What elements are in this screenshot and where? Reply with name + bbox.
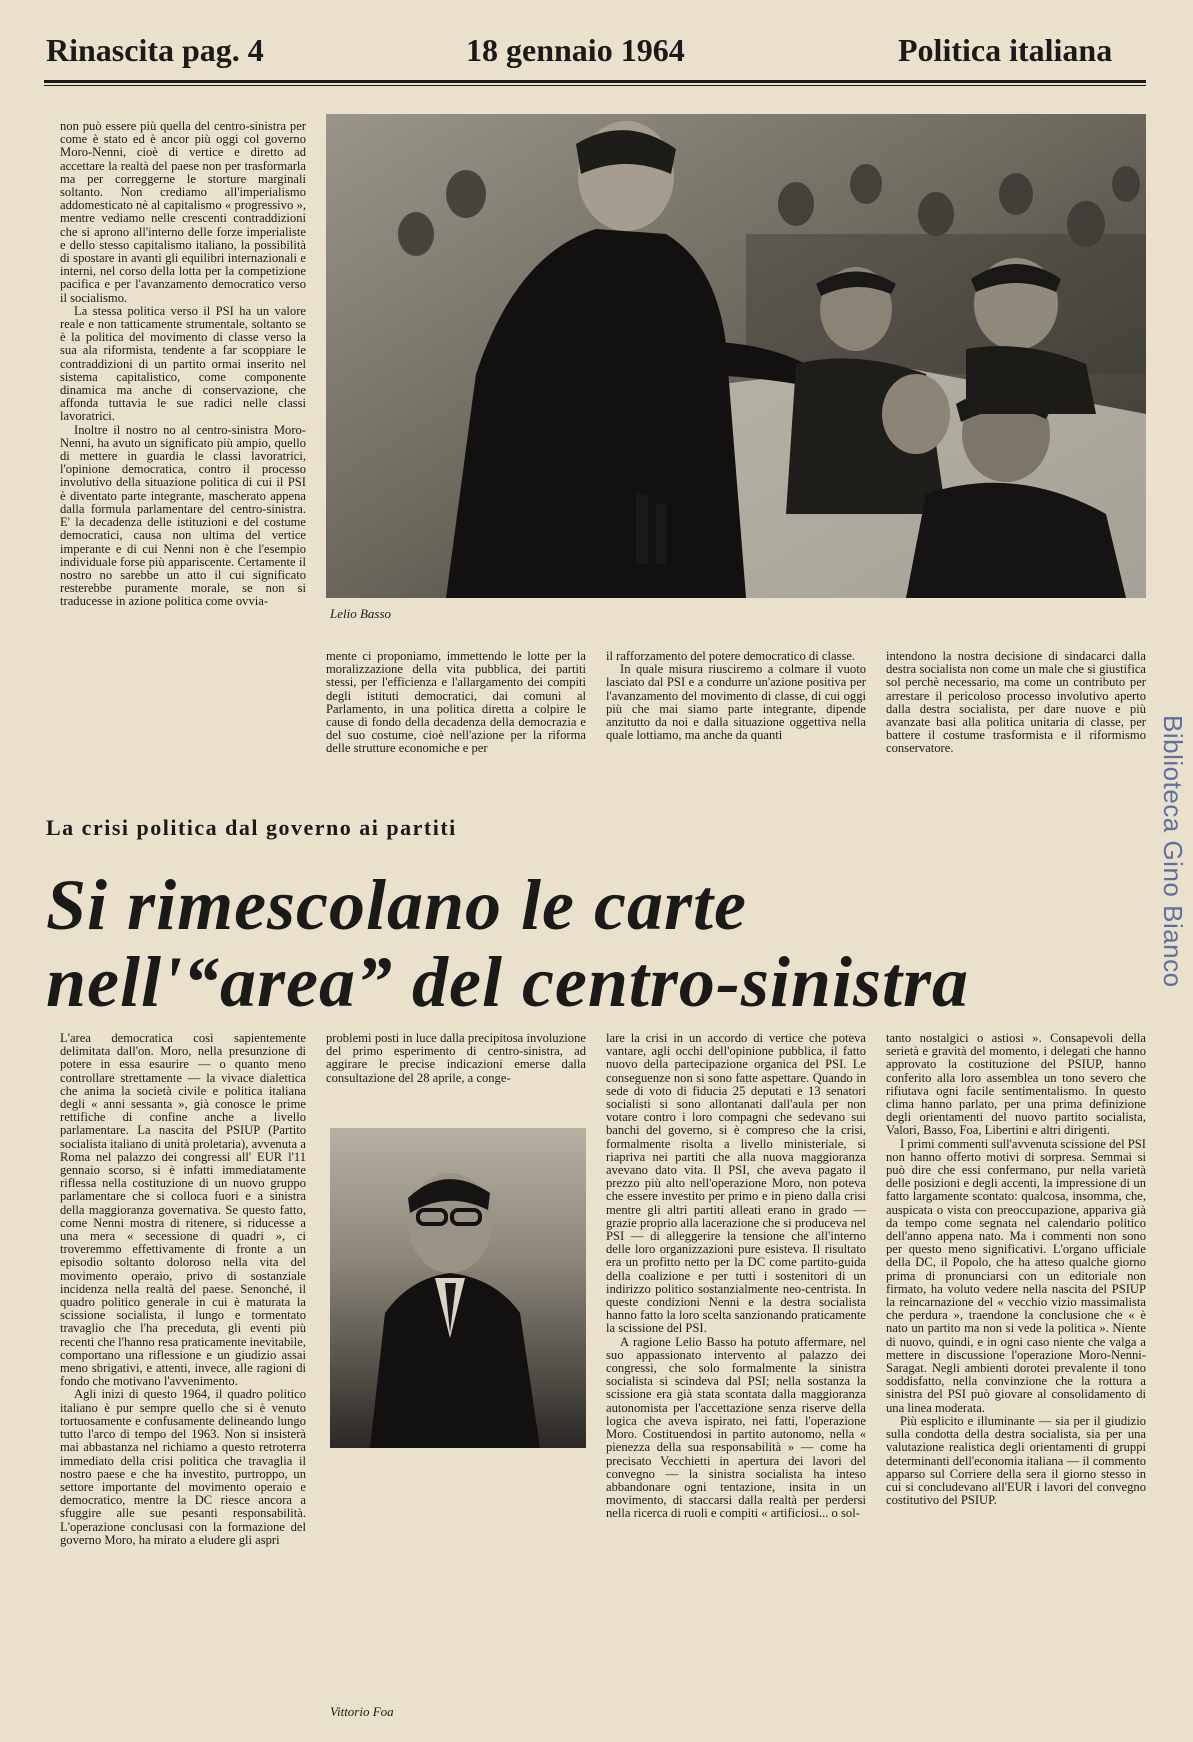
paragraph: non può essere più quella del centro-sinistra per come è stato ed è ancor più oggi col governo Moro-Nenni, cioè di vertice e diretto ad accettare la realtà del paese non per trasformarla ma per correggerne le storture marginali soltanto. Non crediamo all'imperialismo addomesticato nè al capitalismo « progressivo », mentre vediamo nelle crescenti contraddizioni che si aprono all'interno delle forze imperialiste e dello stesso capitalismo italiano, la possibilità di spostare in avanti gli equilibri internazionali e interni, nel corso della lotta per la competizione pacifica e per l'avanzamento democratico verso il socialismo. [60,120,306,305]
photo-caption-lelio-basso: Lelio Basso [330,606,392,621]
section-kicker: La crisi politica dal governo ai partiti [46,815,457,840]
top-article-column-4 [886,650,1146,786]
header-date: 18 gennaio 1964 [466,32,685,68]
bottom-article-column-3 [606,1032,866,1722]
paragraph: L'area democratica così sapientemente delimitata dall'on. Moro, nella presunzione di potere in essa esaurire — o quanto meno controllare strettamente — la vivace dialettica che anima la società civile e politica italiana degli « anni sessanta », già conosce le prime rettifiche di confine anche a livello parlamentare. La nascita del PSIUP (Partito socialista italiano di unità proletaria), avvenuta a Roma nel palazzo dei congressi all' EUR l'11 gennaio scorso, si è infatti immediatamente riflessa nella costituzione di un nuovo gruppo parlamentare che si colloca fuori e a sinistra della maggioranza governativa. Se questo fatto, come Nenni mostra di ritenere, si riducesse a una mera « secessione di quadri », ci troveremmo effettivamente di fronte a un episodio soltanto doloroso nella vita del movimento operaio, privo di sostanziale incidenza nella realtà del paese. Senonché, il quadro politico generale in cui è maturata la scissione socialista, il lungo e tormentato travaglio che l'ha preceduta, gli eventi più recenti che l'hanno resa praticamente inevitabile, comportano una riflessione e un giudizio assai meno sbrigativi, e attenti, invece, alle ragioni di fondo che motivano l'avvenimento. [60,1032,306,1389]
paragraph: Più esplicito e illuminante — sia per il giudizio sulla condotta della destra socialista, sia per una valutazione realistica degli orientamenti di gruppi determinanti dell'economia italiana — il commento apparso sul Corriere della sera il giorno stesso in cui si concludevano all'EUR i lavori del convegno costitutivo del PSIUP. [886,1413,1146,1508]
paragraph: mente ci proponiamo, immettendo le lotte per la moralizzazione della vita pubblica, dei partiti stessi, per l'efficienza e l'allargamento dei compiti degli istituti democratici, dai comuni al Parlamento, in una politica diretta a colpire le cause di fondo della decadenza della democrazia e del suo costume, cioè nell'azione per la riforma delle strutture economiche e per [326,650,586,756]
header-page-label: Rinascita pag. 4 [46,32,264,68]
paragraph: problemi posti in luce dalla precipitosa involuzione del primo esperimento di centro-sinistra, ad aggirare le precise indicazioni emerse dalla consultazione del 28 aprile, a conge- [326,1032,586,1085]
photo-lelio-basso [326,114,1146,598]
top-article-column-1 [60,120,306,786]
paragraph: tanto nostalgici o astiosi ». Consapevoli della serietà e gravità del momento, i delegati che hanno approvato la costituzione del PSIUP, hanno conferito alla loro assemblea un tono severo che rifiutava ogni facile sentimentalismo. In questo clima hanno parlato, per una prima definizione degli orientamenti del nuovo partito socialista, Valori, Basso, Foa, Libertini e altri dirigenti. [886,1032,1146,1138]
paragraph: I primi commenti sull'avvenuta scissione del PSI non hanno offerto motivi di sorpresa. Semmai si può dire che essi confermano, pur nella varietà delle posizioni e degli accenti, la impressione di un fatto largamente scontato: qualcosa, insomma, che, auspicata o vista con preoccupazione, appariva già da tempo come segnata nel calendario politico dell'anno appena nato. Ma i commenti non sono per questo meno significativi. L'organo ufficiale della DC, il Popolo, che ha atteso qualche giorno prima di pronunciarsi con un editoriale non firmato, ha voluto vedere nella nascita del PSIUP la reincarnazione del « vecchio vizio massimalista che perdura », traendone la conclusione che « è nato un partito ma non si vede la politica ». Niente di nuovo, quindi, e in ogni caso niente che valga a mettere in discussione l'operazione Moro-Nenni-Saragat. Negli ambienti dorotei prevalente il tono soddisfatto, nella convinzione che la rottura a sinistra del PSI può giovare al consolidamento di una linea moderata. [886,1136,1146,1415]
header-rule-thin [44,85,1146,86]
paragraph: La stessa politica verso il PSI ha un valore reale e non tatticamente strumentale, soltanto se è la politica del movimento di classe verso la sua ala riformista, tendente a far scoppiare le contraddizioni di un partito ormai inserito nel sistema capitalistico, come componente dinamica ma anche di conservazione, che affonda tuttavia le sue radici nelle classi lavoratrici. [60,303,306,424]
paragraph: Inoltre il nostro no al centro-sinistra Moro-Nenni, ha avuto un significato più ampio, quello di mettere in guardia le classi lavoratrici, l'opinione democratica, contro il processo involutivo della situazione politica di cui il PSI è diventato parte integrante, mascherato appena dalla formula parlamentare del centro-sinistra. E' la decadenza delle istituzioni e del costume democratici, causa non ultima del vertice imperante e di cui Nenni non è che l'esempio individuale forse più appariscente. Certamente il nostro no sarebbe un atto il cui significato resterebbe puramente morale, se non si traducesse in azione politica come ovvia- [60,422,306,609]
photo-caption-vittorio-foa: Vittorio Foa [330,1704,394,1719]
header-rule [44,80,1146,83]
bottom-article-column-1 [60,1032,306,1722]
paragraph: Agli inizi di questo 1964, il quadro politico italiano è pur sempre quello che si è venuto tortuosamente e confusamente delineando lungo tutto l'arco di tempo del 1963. Non si insisterà mai abbastanza nel richiamo a questo retroterra immediato della crisi politica che travaglia il nostro paese e che ha investito, purtroppo, un settore importante del movimento operaio e democratico, mentre la DC riesce ancora a sfuggire alle sue pesanti responsabilità. L'operazione conclusasi con la formazione del governo Moro, ha mirato a eludere gli aspri [60,1387,306,1547]
bottom-article-column-2 [326,1032,586,1118]
library-stamp [1160,715,1190,1035]
paragraph: A ragione Lelio Basso ha potuto affermare, nel suo appassionato intervento al palazzo dei congressi, che solo formalmente la sinistra socialista si scindeva dal PSI; nella sostanza la scissione era già stata scontata dalla maggioranza autonomista per l'accettazione senza riserve della logica che aveva ispirato, nei fatti, l'operazione Moro. Costituendosi in partito autonomo, nella « pienezza della sua responsabilità » — come ha precisato Vecchietti in apertura dei lavori del convegno — la sinistra socialista ha inteso abbandonare ogni tentazione, insita in un movimento, di staccarsi dalla realtà per perdersi nella ricerca di ruoli e compiti « artificiosi... o sol- [606,1334,866,1521]
top-article-column-3 [606,650,866,786]
paragraph: In quale misura riusciremo a colmare il vuoto lasciato dal PSI e a condurre un'azione positiva per l'avanzamento del movimento di classe, di cui oggi più che mai siamo parte integrante, dipende anzitutto da noi e dalla situazione oggettiva nella quale lottiamo, ma anche da quanti [606,662,866,743]
paragraph: intendono la nostra decisione di sindacarci dalla destra socialista non come un male che si giustifica sol perchè necessario, ma come un contributo per arrestare il pericoloso processo involutivo aperto dalla destra socialista, per dare nuove e più avanzate basi alla politica unitaria di classe, per battere il costume trasformista e il riformismo conservatore. [886,650,1146,756]
bottom-article-column-4 [886,1032,1146,1722]
photo-vittorio-foa [330,1128,586,1448]
header-section: Politica italiana [898,32,1113,68]
headline-line-2: nell'“area” del centro-sinistra [46,942,970,1022]
headline-line-1: Si rimescolano le carte [46,865,747,945]
top-article-column-2 [326,650,586,786]
library-stamp-text: Biblioteca Gino Bianco [1158,715,1188,988]
paragraph: lare la crisi in un accordo di vertice che poteva vantare, agli occhi dell'opinione pubblica, il fatto nuovo della partecipazione organica del PSI. Le conseguenze non si sono fatte aspettare. Quando in sede di voto di fiducia 25 deputati e 13 senatori socialisti si sono allontanati dall'aula per non votare contro i loro compagni che sedevano sui banchi del governo, si è compreso che la crisi, formalmente risolta a livello ministeriale, si riapriva nei partiti che alla nuova maggioranza avevano dato vita. Il PSI, che aveva pagato il prezzo più alto nell'operazione Moro, non poteva che essere investito per primo e in pieno dalla crisi mentre gli altri partiti alleati erano in grado — grazie proprio alla lacerazione che si produceva nel PSI — di alleggerire la tensione che all'interno delle loro organizzazioni pure esisteva. Il risultato era un profitto netto per la DC come partito-guida della coalizione e per tutti i sostenitori di un indirizzo politico sostanzialmente neo-centrista. In queste condizioni Nenni e la destra socialista hanno fatto la loro scelta sanzionando praticamente la scissione del PSI. [606,1032,866,1336]
paragraph: il rafforzamento del potere democratico di classe. [606,650,856,663]
